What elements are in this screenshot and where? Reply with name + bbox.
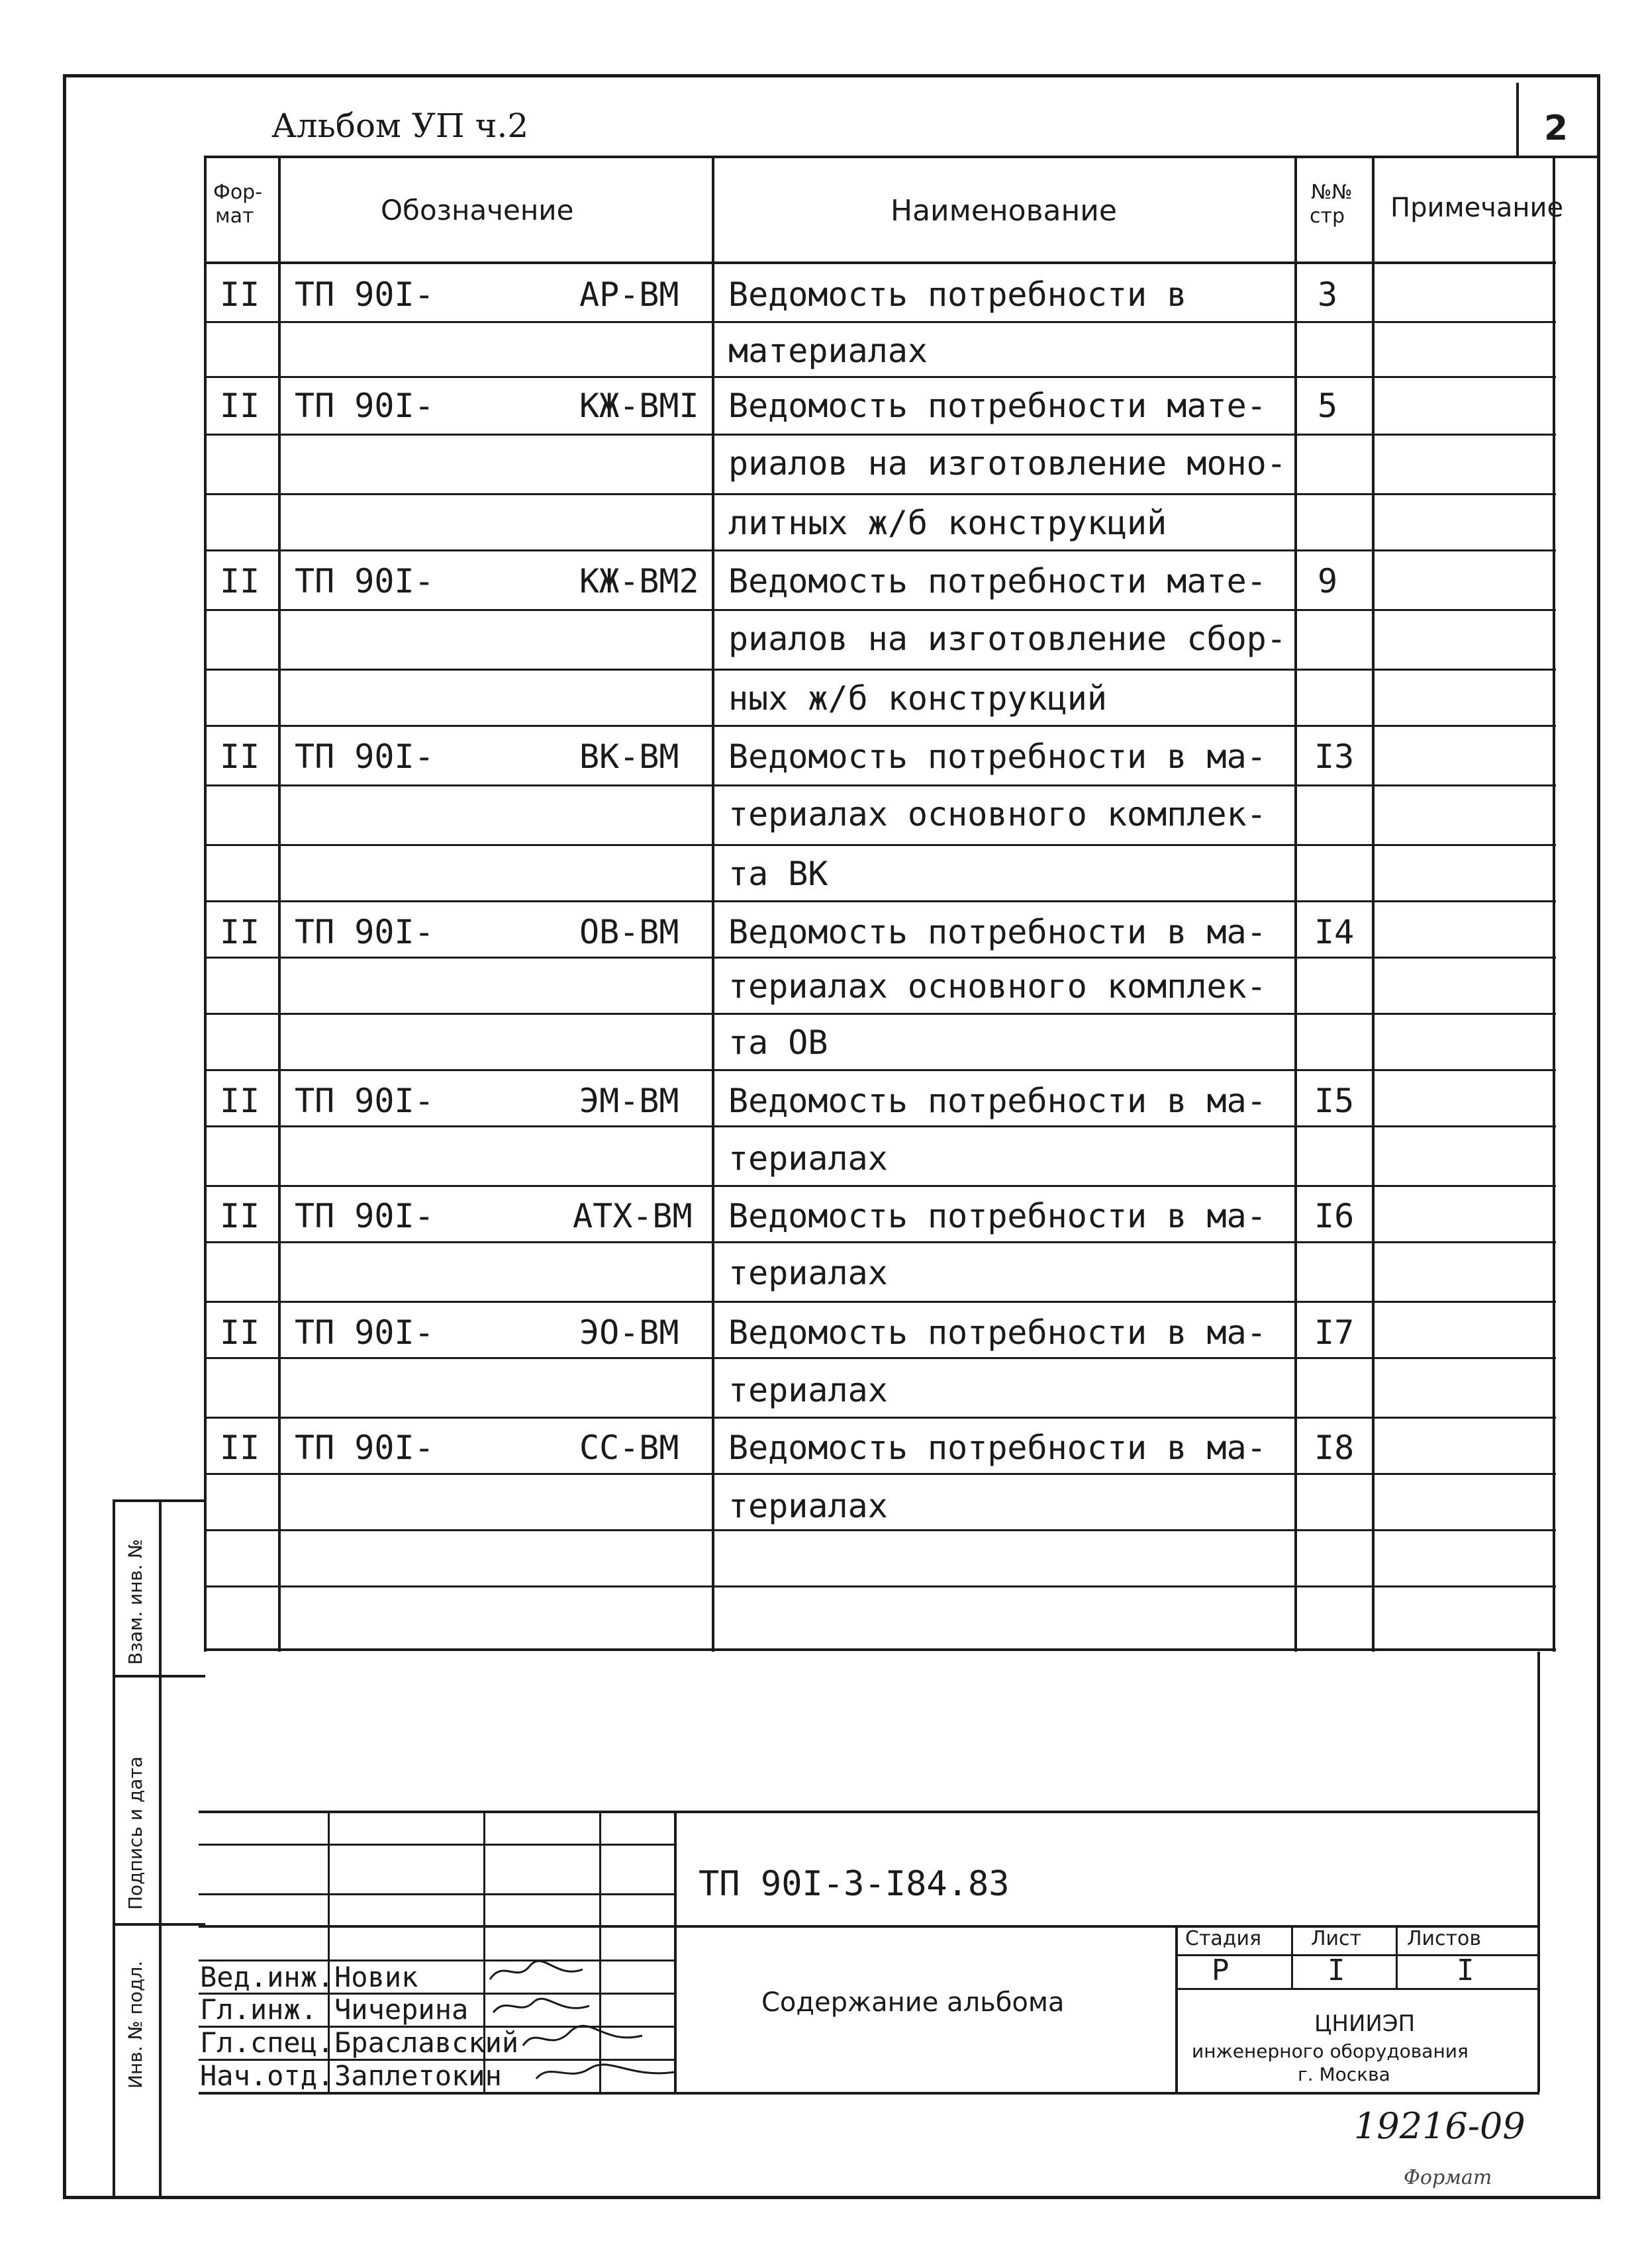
signer-name: Браславский: [334, 2026, 519, 2059]
row-name-line: Ведомость потребности в ма-: [728, 1082, 1267, 1120]
col-header-format-line1: Фор-: [213, 181, 263, 204]
row-line: [205, 669, 1556, 671]
row-designation-suffix: КЖ-ВМI: [579, 387, 699, 425]
row-name-line: Ведомость потребности в: [728, 275, 1187, 314]
signer-role: Вед.инж.: [200, 1961, 334, 1993]
page-number: 2: [1544, 109, 1569, 148]
row-line: [205, 493, 1556, 495]
row-name-line: териалах основного комплек-: [728, 967, 1267, 1006]
row-name-line: риалов на изготовление сбор-: [728, 620, 1286, 658]
row-format: II: [220, 1082, 260, 1120]
row-line: [205, 1069, 1556, 1071]
row-format: II: [220, 1313, 260, 1352]
stamp-sheets-label: Листов: [1407, 1927, 1482, 1950]
row-designation-prefix: ТП 90I-: [295, 387, 434, 425]
row-designation-suffix: КЖ-ВМ2: [579, 562, 699, 600]
row-name-line: та ВК: [728, 855, 828, 893]
row-line: [205, 1585, 1556, 1587]
row-line: [205, 1241, 1556, 1243]
doc-code: ТП 90I-3-I84.83: [699, 1864, 1010, 1904]
stamp-org-line2: инженерного оборудования: [1192, 2040, 1469, 2062]
row-line: [205, 1473, 1556, 1475]
row-designation-prefix: ТП 90I-: [295, 913, 434, 951]
signer-role: Гл.спец.: [200, 2026, 334, 2059]
row-name-line: риалов на изготовление моно-: [728, 444, 1286, 483]
side-label-podpis: Подпись и дата: [124, 1756, 146, 1910]
col-divider-note-right: [1553, 156, 1555, 1652]
row-name-line: Ведомость потребности в ма-: [728, 1313, 1267, 1352]
row-line: [205, 1357, 1556, 1359]
signature-mark: [490, 1961, 583, 1979]
stamp-stage-value: Р: [1212, 1954, 1230, 1987]
row-format: II: [220, 387, 260, 425]
row-page: 9: [1318, 562, 1338, 600]
row-line: [205, 1185, 1556, 1187]
row-page: 3: [1318, 275, 1338, 314]
side-label-vzam: Взам. инв. №: [124, 1538, 146, 1665]
row-name-line: материалах: [728, 332, 928, 370]
row-designation-suffix: ЭО-ВМ: [579, 1313, 679, 1352]
row-name-line: териалах: [728, 1254, 888, 1292]
album-title: Альбом УП ч.2: [271, 107, 529, 145]
row-designation-suffix: ОВ-ВМ: [579, 913, 679, 951]
row-name-line: Ведомость потребности мате-: [728, 562, 1267, 600]
signer-role: Гл.инж.: [200, 1993, 318, 2026]
stamp-right: [1537, 1652, 1540, 2092]
table-top-border: [205, 156, 1600, 158]
row-designation-suffix: СС-ВМ: [579, 1429, 679, 1467]
row-format: II: [220, 275, 260, 314]
table-left-border: [204, 156, 207, 1652]
row-name-line: та ОВ: [728, 1023, 828, 1062]
col-divider-page: [1372, 156, 1375, 1652]
side-label-inv: Инв. № подл.: [124, 1960, 146, 2089]
format-footer: Формат: [1404, 2166, 1492, 2189]
side-strip-top: [113, 1499, 205, 1502]
row-name-line: Ведомость потребности в ма-: [728, 737, 1267, 776]
signature-marks: [483, 1953, 682, 2092]
signature-mark: [493, 1999, 589, 2012]
row-name-line: териалах: [728, 1487, 888, 1525]
stamp-line: [199, 1893, 675, 1895]
table-bottom-border: [205, 1648, 1556, 1651]
row-designation-prefix: ТП 90I-: [295, 275, 434, 314]
col-divider-name: [1294, 156, 1297, 1652]
col-divider-format: [278, 156, 281, 1652]
row-name-line: териалах основного комплек-: [728, 795, 1267, 833]
stamp-line: [1175, 1988, 1539, 1990]
row-line: [205, 321, 1556, 323]
row-name-line: териалах: [728, 1371, 888, 1409]
side-strip-divider: [113, 1675, 205, 1677]
signature-mark: [536, 2065, 675, 2079]
col-header-page-line1: №№: [1311, 181, 1353, 204]
stamp-line: [199, 1844, 675, 1846]
row-line: [205, 1529, 1556, 1531]
stamp-sheet-value: I: [1328, 1954, 1345, 1987]
side-strip-divider: [113, 1923, 205, 1926]
row-designation-suffix: АТХ-ВМ: [573, 1197, 693, 1235]
table-header-bottom: [205, 261, 1556, 264]
row-line: [205, 900, 1556, 902]
col-header-designation: Обозначение: [381, 194, 574, 226]
stamp-bottom: [199, 2092, 1539, 2095]
signer-name: Чичерина: [334, 1993, 469, 2026]
row-format: II: [220, 1197, 260, 1235]
col-header-format-line2: мат: [215, 205, 254, 228]
row-designation-prefix: ТП 90I-: [295, 1082, 434, 1120]
signature-mark: [523, 2026, 642, 2046]
row-line: [205, 1013, 1556, 1015]
row-name-line: териалах: [728, 1139, 888, 1178]
row-line: [205, 725, 1556, 727]
row-name-line: Ведомость потребности в ма-: [728, 913, 1267, 951]
row-format: II: [220, 913, 260, 951]
inventory-number: 19216-09: [1354, 2105, 1525, 2147]
stamp-sheets-value: I: [1457, 1954, 1474, 1987]
signer-name: Заплетокин: [334, 2059, 502, 2092]
stamp-top: [199, 1811, 1539, 1813]
row-page: I3: [1314, 737, 1355, 776]
stamp-sheet-label: Лист: [1311, 1927, 1362, 1950]
row-format: II: [220, 737, 260, 776]
row-name-line: Ведомость потребности в ма-: [728, 1429, 1267, 1467]
row-line: [205, 844, 1556, 846]
row-name-line: Ведомость потребности в ма-: [728, 1197, 1267, 1235]
row-designation-prefix: ТП 90I-: [295, 1429, 434, 1467]
row-line: [205, 549, 1556, 551]
row-line: [205, 434, 1556, 436]
row-line: [205, 376, 1556, 378]
row-format: II: [220, 562, 260, 600]
col-header-note: Примечание: [1390, 193, 1564, 223]
row-name-line: ных ж/б конструкций: [728, 679, 1107, 718]
col-divider-designation: [712, 156, 714, 1652]
row-format: II: [220, 1429, 260, 1467]
page-number-divider: [1516, 83, 1519, 156]
col-header-name: Наименование: [891, 194, 1117, 228]
side-strip-left: [113, 1499, 115, 2198]
row-designation-prefix: ТП 90I-: [295, 1313, 434, 1352]
row-line: [205, 1125, 1556, 1127]
row-designation-suffix: ЭМ-ВМ: [579, 1082, 679, 1120]
row-line: [205, 1417, 1556, 1419]
row-line: [205, 609, 1556, 611]
signer-name: Новик: [334, 1961, 418, 1993]
row-line: [205, 784, 1556, 786]
row-line: [205, 1301, 1556, 1303]
row-designation-prefix: ТП 90I-: [295, 562, 434, 600]
row-designation-suffix: ВК-ВМ: [579, 737, 679, 776]
row-line: [205, 957, 1556, 959]
row-page: I8: [1314, 1429, 1355, 1467]
row-page: I7: [1314, 1313, 1355, 1352]
row-page: I4: [1314, 913, 1355, 951]
row-page: I6: [1314, 1197, 1355, 1235]
row-designation-suffix: АР-ВМ: [579, 275, 679, 314]
stamp-col-stage: [1175, 1925, 1178, 2092]
stamp-org-line1: ЦНИИЭП: [1314, 2010, 1416, 2037]
stamp-title: Содержание альбома: [761, 1987, 1065, 2018]
signer-role: Нач.отд.: [200, 2059, 334, 2092]
row-designation-prefix: ТП 90I-: [295, 737, 434, 776]
stamp-org-line3: г. Москва: [1298, 2063, 1390, 2085]
row-name-line: литных ж/б конструкций: [728, 504, 1167, 542]
stamp-col-sheets: [1396, 1925, 1398, 1988]
stamp-line: [1175, 1954, 1539, 1956]
stamp-col-sheet: [1291, 1925, 1293, 1988]
side-strip-right: [159, 1499, 162, 2198]
col-header-page-line2: стр: [1310, 205, 1345, 228]
row-page: 5: [1318, 387, 1338, 425]
row-designation-prefix: ТП 90I-: [295, 1197, 434, 1235]
row-name-line: Ведомость потребности мате-: [728, 387, 1267, 425]
stamp-stage-label: Стадия: [1185, 1927, 1262, 1950]
row-page: I5: [1314, 1082, 1355, 1120]
